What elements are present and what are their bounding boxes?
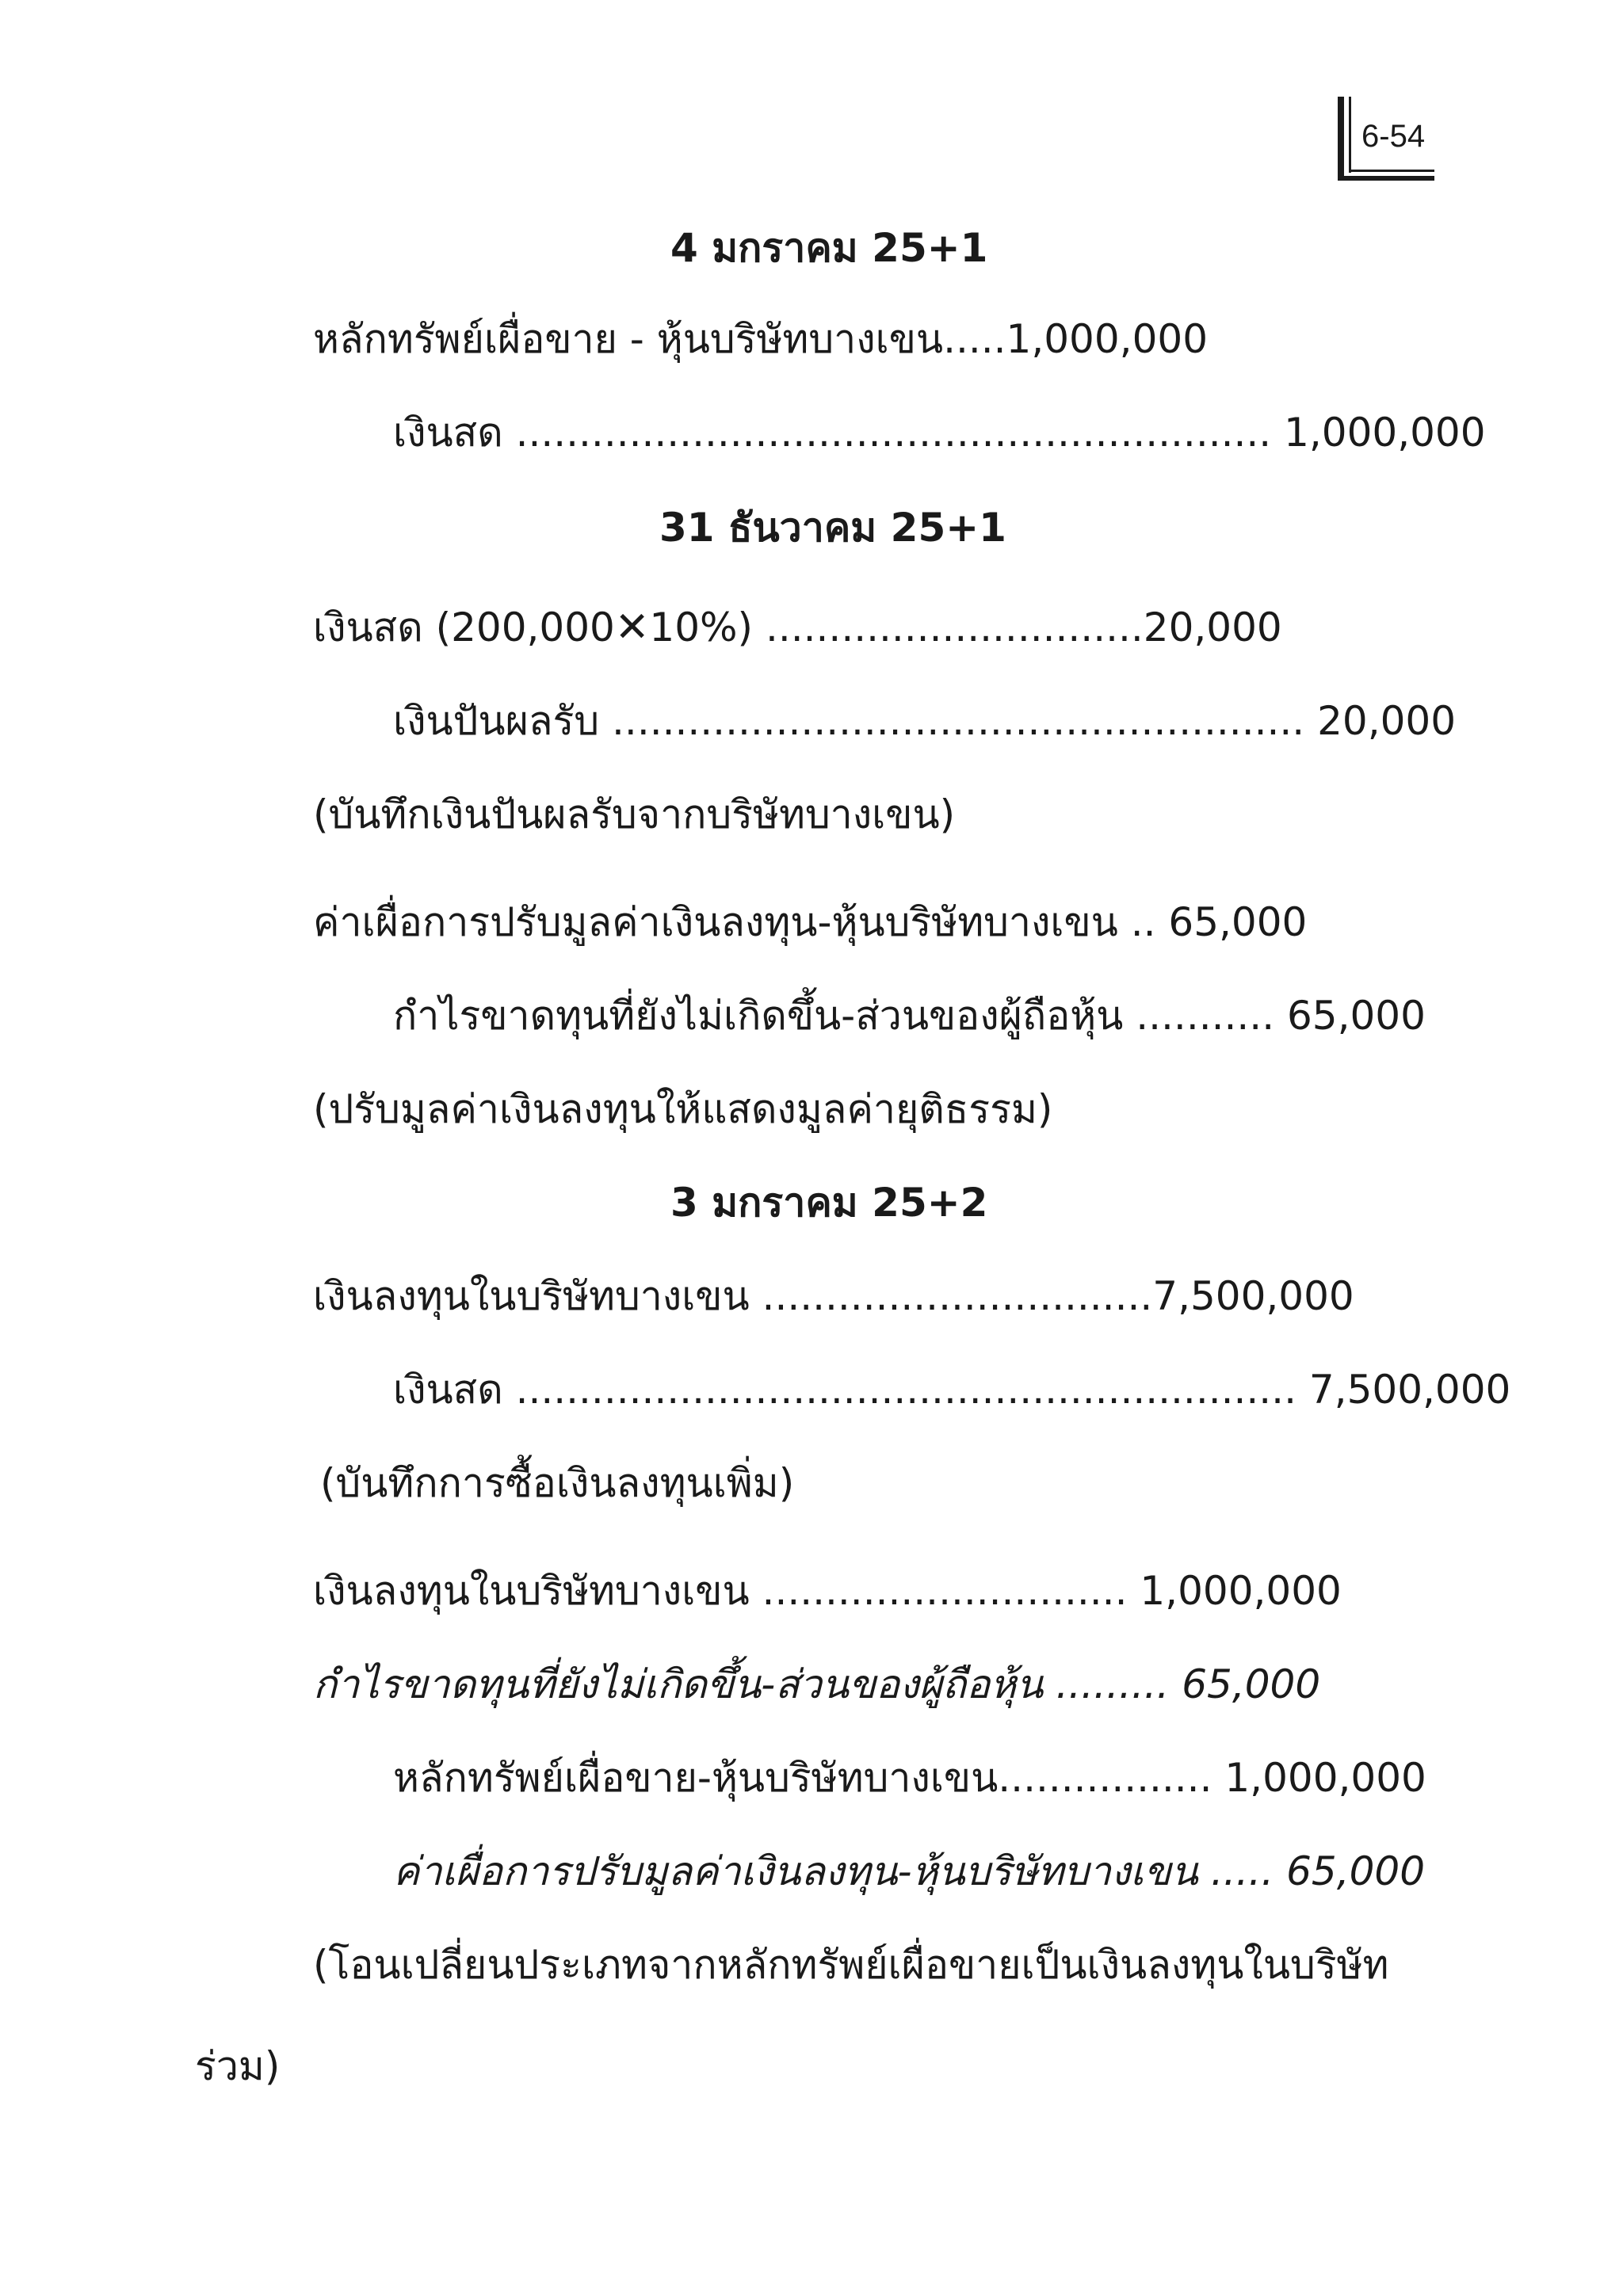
journal-note: (บันทึกเงินปันผลรับจากบริษัทบางเขน): [313, 791, 956, 837]
page-number-border-thin: [1349, 97, 1351, 173]
entry-date-heading: 31 ธันวาคม 25+1: [659, 505, 1006, 551]
journal-text: เงินสด (200,000: [313, 605, 615, 650]
entry-date-heading: 3 มกราคม 25+2: [670, 1180, 988, 1226]
journal-line: หลักทรัพย์เผื่อขาย - หุ้นบริษัทบางเขน.....1,000,000: [313, 316, 1209, 362]
journal-text: 10%) ..............................20,000: [649, 605, 1282, 650]
journal-note: (ปรับมูลค่าเงินลงทุนให้แสดงมูลค่ายุติธรรม): [313, 1086, 1053, 1132]
journal-note: (โอนเปลี่ยนประเภทจากหลักทรัพย์เผื่อขายเป็นเงินลงทุนในบริษัท: [313, 1942, 1389, 1988]
journal-line: เงินสด ............................................................ 1,000,000: [393, 410, 1486, 456]
multiply-sign-icon: ✕: [614, 604, 650, 651]
journal-line-italic: ค่าเผื่อการปรับมูลค่าเงินลงทุน-หุ้นบริษัทบางเขน ..... 65,000: [393, 1848, 1426, 1894]
entry-date-heading: 4 มกราคม 25+1: [670, 225, 988, 271]
journal-line: เงินลงทุนในบริษัทบางเขน ...............................7,500,000: [313, 1273, 1354, 1319]
journal-line-italic: กำไรขาดทุนที่ยังไม่เกิดขึ้น-ส่วนของผู้ถือหุ้น ......... 65,000: [313, 1661, 1321, 1707]
page-number-underline-thick: [1338, 176, 1434, 181]
journal-line: หลักทรัพย์เผื่อขาย-หุ้นบริษัทบางเขน................. 1,000,000: [393, 1755, 1426, 1801]
page-number: 6-54: [1361, 119, 1426, 154]
page-number-box: [1338, 97, 1434, 182]
journal-note: (บันทึกการซื้อเงินลงทุนเพิ่ม): [320, 1460, 795, 1506]
journal-line: เงินสด .............................................................. 7,500,000: [393, 1367, 1511, 1413]
journal-line: ค่าเผื่อการปรับมูลค่าเงินลงทุน-หุ้นบริษัทบางเขน .. 65,000: [313, 899, 1308, 945]
journal-line: [313, 604, 1282, 651]
journal-line: กำไรขาดทุนที่ยังไม่เกิดขึ้น-ส่วนของผู้ถือหุ้น ........... 65,000: [393, 993, 1426, 1039]
page-number-border-thick: [1338, 97, 1344, 177]
page-number-underline-thin: [1349, 170, 1434, 172]
journal-line: เงินปันผลรับ ....................................................... 20,000: [393, 698, 1457, 744]
journal-line: เงินลงทุนในบริษัทบางเขน ............................. 1,000,000: [313, 1568, 1342, 1614]
journal-note-continuation: ร่วม): [195, 2043, 281, 2089]
